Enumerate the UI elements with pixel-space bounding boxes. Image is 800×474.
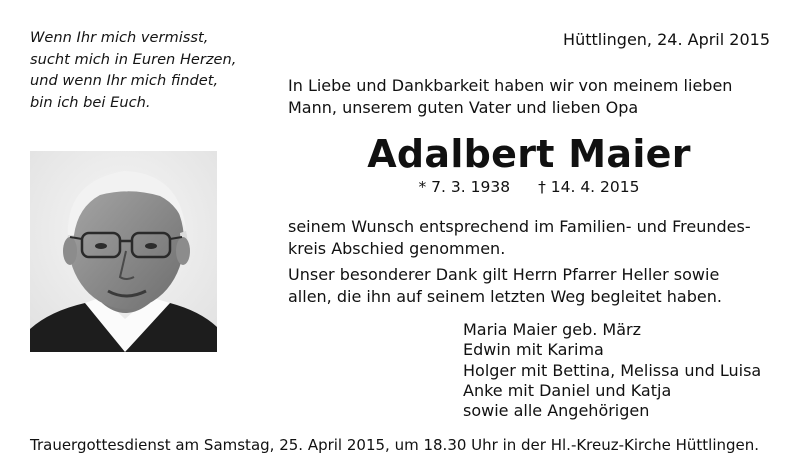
death-date: † 14. 4. 2015 bbox=[538, 178, 640, 196]
family-member: Maria Maier geb. März bbox=[463, 320, 641, 339]
paragraph-line: allen, die ihn auf seinem letzten Weg begleitet haben. bbox=[288, 286, 722, 306]
family-list bbox=[463, 320, 761, 421]
family-member: Anke mit Daniel und Katja bbox=[463, 380, 672, 400]
family-member: Holger mit Bettina, Melissa und Luisa bbox=[463, 360, 762, 380]
birth-date: * 7. 3. 1938 bbox=[418, 178, 511, 196]
paragraph-line: Unser besonderer Dank gilt Herrn Pfarrer Heller sowie bbox=[288, 265, 720, 284]
life-dates bbox=[288, 178, 770, 196]
portrait-photo bbox=[30, 151, 217, 352]
intro-line: Mann, unserem guten Vater und lieben Opa bbox=[288, 98, 639, 117]
family-member: sowie alle Angehörigen bbox=[463, 401, 650, 421]
family-member: Edwin mit Karima bbox=[463, 340, 604, 360]
paragraph-line: seinem Wunsch entsprechend im Familien- und Freundes- bbox=[288, 217, 751, 236]
poem-line: und wenn Ihr mich findet, bbox=[30, 72, 219, 89]
poem-line: sucht mich in Euren Herzen, bbox=[30, 50, 237, 68]
poem-line: Wenn Ihr mich vermisst, bbox=[30, 29, 209, 46]
intro-line: In Liebe und Dankbarkeit haben wir von meinem lieben bbox=[288, 76, 733, 95]
deceased-name: Adalbert Maier bbox=[367, 132, 691, 176]
funeral-service-info: Trauergottesdienst am Samstag, 25. April 2015, um 18.30 Uhr in der Hl.-Kreuz-Kirche Hüttlingen. bbox=[30, 436, 760, 454]
memorial-poem bbox=[30, 27, 270, 113]
poem-line: bin ich bei Euch. bbox=[30, 93, 151, 111]
farewell-paragraph bbox=[288, 216, 778, 259]
intro-text bbox=[288, 75, 778, 119]
paragraph-line: kreis Abschied genommen. bbox=[288, 238, 506, 258]
place-date: Hüttlingen, 24. April 2015 bbox=[563, 30, 770, 49]
thanks-paragraph bbox=[288, 264, 778, 307]
